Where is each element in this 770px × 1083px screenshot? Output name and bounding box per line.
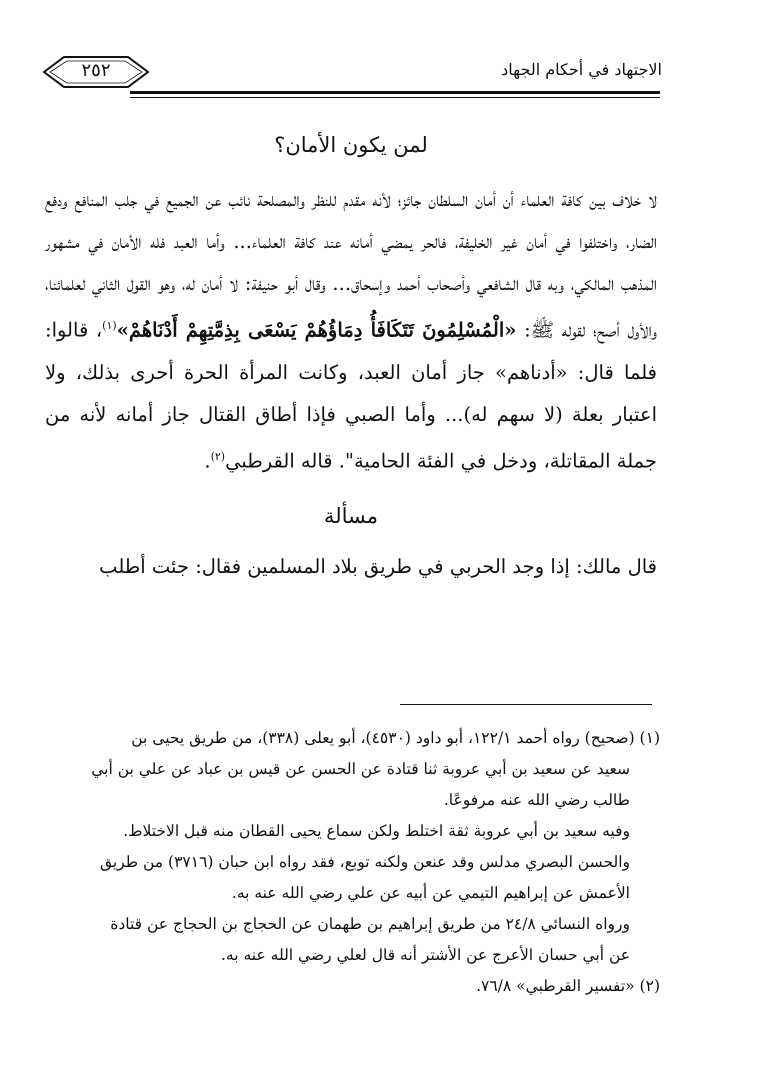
header-rule-thick xyxy=(130,91,660,94)
main-paragraph xyxy=(45,179,657,482)
footnote-ref-1[interactable]: (١) xyxy=(102,319,117,332)
page-header xyxy=(0,0,770,110)
paragraph-text-part1: لا خلاف بين كافة العلماء أن أمان السلطان جائز؛ لأنه مقدم للنظر والمصلحة نائب عن الجميع في جلب المنافع ودفع الضار، واختلفوا في أمان غير الخليفة، فالحر يمضي أمانه عند كافة العلماء... وأما العبد فله الأمان في مشهور المذهب المالكي، وبه قال الشافعي وأصحاب أحمد وإسحاق... وقال أبو حنيفة: لا أمان له، وهو القول الثاني لعلمائنا، والأول أصح؛ لقوله ﷺ: xyxy=(45,188,657,342)
footnote-1-line: (١) (صحيح) رواه أحمد ١٢٢/١، أبو داود (٤٥٣٠)، أبو يعلى (٣٣٨)، من طريق يحيى بن xyxy=(131,729,660,747)
footnote-1-line: الأعمش عن إبراهيم التيمي عن أبيه عن علي رضي الله عنه به. xyxy=(231,884,630,902)
paragraph-text-end: . xyxy=(204,449,211,472)
last-paragraph-line: قال مالك: إذا وجد الحربي في طريق بلاد المسلمين فقال: جئت أطلب xyxy=(99,555,657,578)
running-title: الاجتهاد في أحكام الجهاد xyxy=(501,60,662,79)
footnote-1-line: سعيد عن سعيد بن أبي عروبة ثنا قتادة عن الحسن عن قيس بن عباد عن علي بن أبي xyxy=(91,760,630,778)
paragraph-text-part2: ، قالوا: فلما قال: «أدناهم» جاز أمان العبد، وكانت المرأة الحرة أحرى بذلك، ولا اعتبار بعلة (لا سهم له)... وأما الصبي فإذا أطاق القتال جاز أمانه لأنه من جملة المقاتلة، ودخل في الفئة الحامية". قاله القرطبي xyxy=(45,318,657,472)
footnote-1-line: عن أبي حسان الأعرج عن الأشتر أنه قال لعلي رضي الله عنه به. xyxy=(221,946,630,964)
section-heading: لمن يكون الأمان؟ xyxy=(274,133,428,157)
page-number: ٢٥٢ xyxy=(81,60,111,81)
footnote-1-line: وفيه سعيد بن أبي عروبة ثقة اختلط ولكن سماع يحيى القطان منه قبل الاختلاط. xyxy=(123,822,630,840)
footnote-separator xyxy=(400,704,652,705)
footnote-2: (٢) «تفسير القرطبي» ٧٦/٨. xyxy=(476,977,660,995)
footnotes xyxy=(48,723,660,1002)
hadith-quote: «الْمُسْلِمُونَ تَتَكَافَأُ دِمَاؤُهُمْ يَسْعَى بِذِمَّتِهِمْ أَدْنَاهُمْ» xyxy=(116,318,517,342)
main-text xyxy=(45,115,657,588)
subheading-masala: مسألة xyxy=(323,504,379,528)
footnote-1-line: ورواه النسائي ٢٤/٨ من طريق إبراهيم بن طهمان عن الحجاج بن الحجاج عن قتادة xyxy=(110,915,630,933)
header-rule-thin xyxy=(130,97,660,98)
footnote-1-line: طالب رضي الله عنه مرفوعًا. xyxy=(443,791,630,809)
footnote-ref-2[interactable]: (٢) xyxy=(210,449,226,463)
footnote-1-line: والحسن البصري مدلس وقد عنعن ولكنه توبع، فقد رواه ابن حبان (٣٧١٦) من طريق xyxy=(99,853,630,871)
page-number-badge xyxy=(42,55,150,89)
